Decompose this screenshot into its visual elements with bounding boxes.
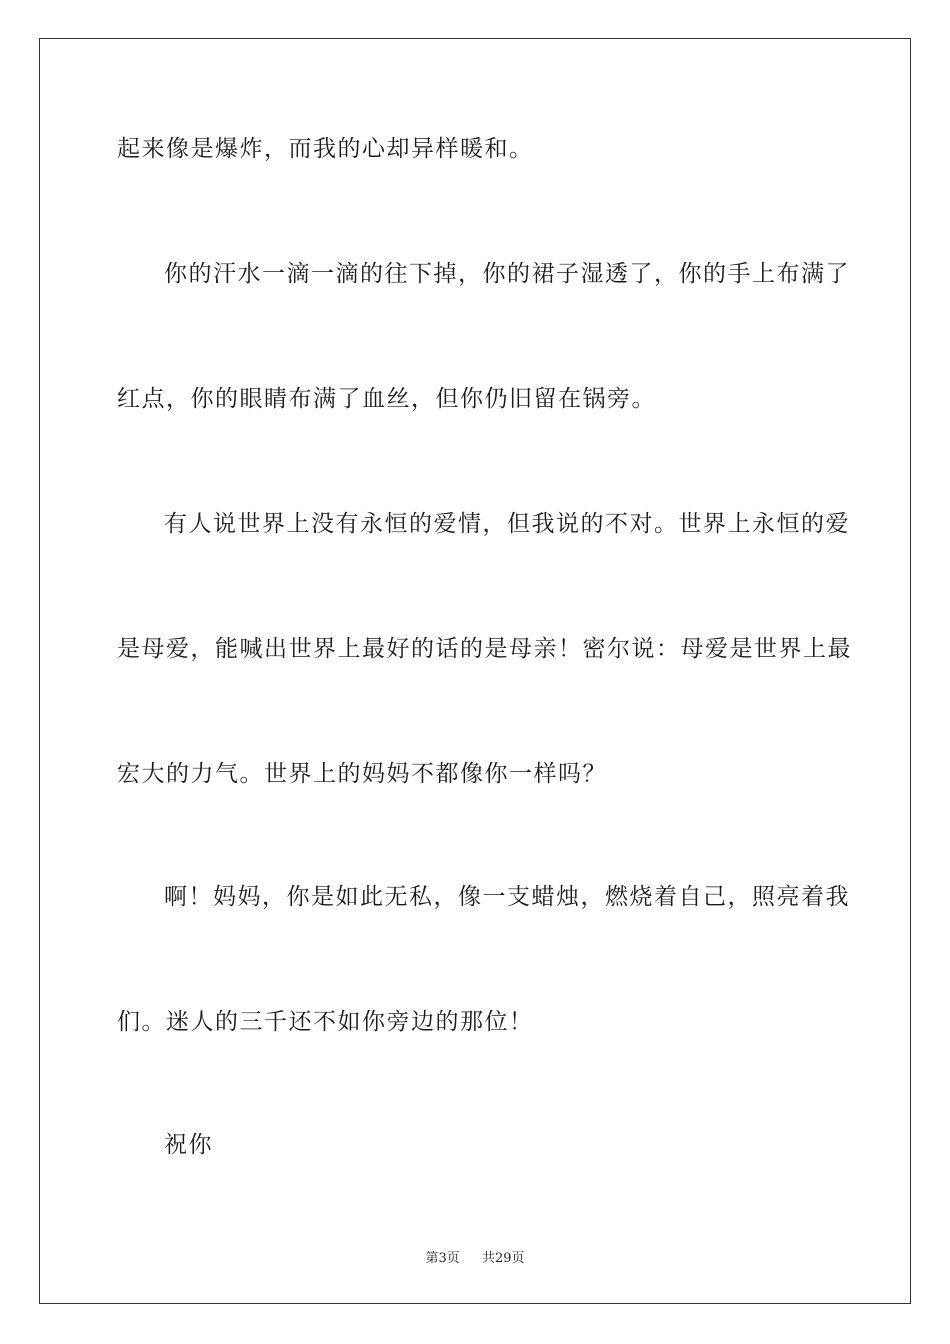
page-footer — [0, 1247, 950, 1266]
page-total: 共29页 — [482, 1251, 525, 1266]
text-line-2: 你的汗水一滴一滴的往下掉，你的裙子湿透了，你的手上布满了 — [164, 261, 850, 287]
page-number: 第3页 — [425, 1251, 460, 1266]
text-line-5: 是母爱，能喊出世界上最好的话的是母亲！密尔说：母爱是世界上最 — [117, 636, 852, 662]
text-line-8: 们。迷人的三千还不如你旁边的那位！ — [117, 1009, 534, 1035]
text-line-4: 有人说世界上没有永恒的爱情，但我说的不对。世界上永恒的爱 — [164, 511, 850, 537]
text-line-1: 起来像是爆炸，而我的心却异样暖和。 — [117, 136, 534, 162]
text-line-7: 啊！妈妈，你是如此无私，像一支蜡烛，燃烧着自己，照亮着我 — [164, 884, 850, 910]
text-line-9: 祝你 — [164, 1132, 213, 1158]
page-border — [39, 38, 911, 1304]
text-line-6: 宏大的力气。世界上的妈妈不都像你一样吗？ — [117, 761, 607, 787]
text-line-3: 红点，你的眼睛布满了血丝，但你仍旧留在锅旁。 — [117, 386, 656, 412]
